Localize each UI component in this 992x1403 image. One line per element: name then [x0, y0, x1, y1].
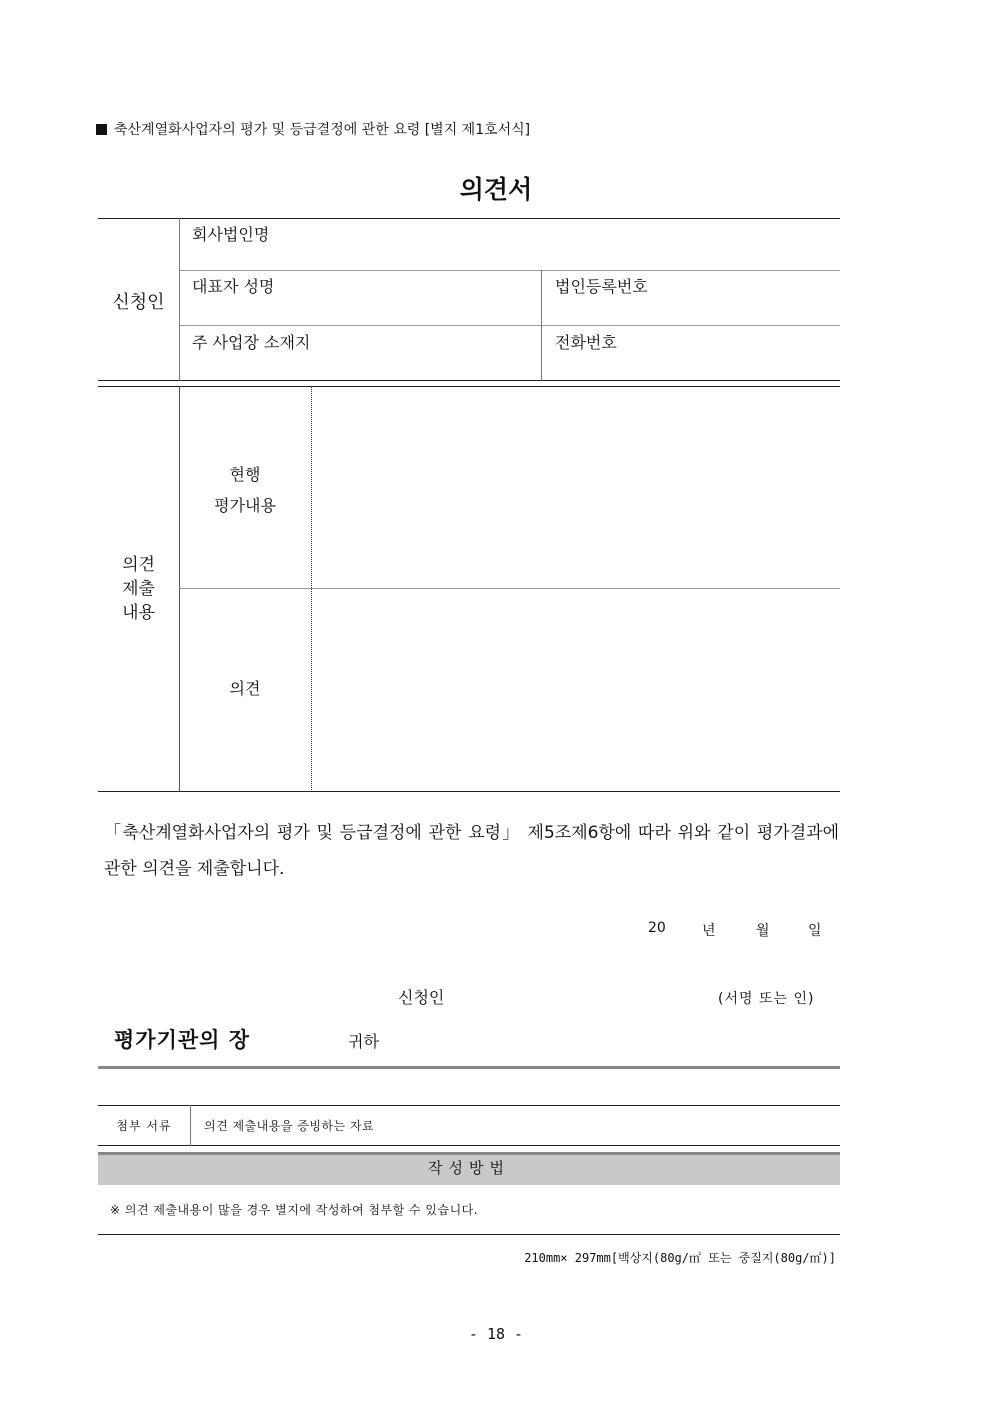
page-title: 의견서: [459, 175, 533, 204]
method-note: ※ 의견 제출내용이 많을 경우 별지에 작성하여 첨부할 수 있습니다.: [110, 1203, 479, 1217]
corp-reg-number-field[interactable]: [660, 274, 835, 321]
method-bottom-border: [98, 1234, 840, 1235]
corp-reg-number-label: 법인등록번호: [555, 277, 648, 296]
date-year-label: 년: [702, 923, 716, 939]
paper-spec: 210mm× 297mm[백상지(80g/㎡ 또는 중질지(80g/㎡)]: [524, 1251, 836, 1265]
opinion-section-label-line: 의견: [122, 555, 155, 575]
row-divider: [179, 325, 840, 326]
current-evaluation-label-line: 현행: [229, 465, 261, 484]
column-divider: [541, 270, 542, 381]
attachments-label: 첨부 서류: [116, 1119, 172, 1133]
signature-applicant-label: 신청인: [398, 988, 445, 1007]
table-top-border: [98, 218, 840, 219]
form-header: [96, 119, 530, 139]
attachments-bottom-border: [98, 1145, 840, 1146]
phone-number-field[interactable]: [630, 330, 835, 376]
row-divider: [179, 270, 840, 271]
double-border-line: [98, 386, 840, 387]
business-address-field[interactable]: [330, 330, 535, 376]
representative-name-field[interactable]: [290, 274, 535, 321]
date-day-label: 일: [808, 923, 822, 939]
page-number: - 18 -: [468, 1325, 524, 1343]
recipient-title: 평가기관의 장: [114, 1028, 251, 1052]
date-year-prefix: 20: [648, 920, 666, 936]
column-divider: [179, 386, 180, 792]
recipient-suffix: 귀하: [348, 1032, 379, 1051]
opinion-section-label: [98, 553, 179, 625]
opinion-label: 의견: [229, 679, 261, 698]
opinion-section-label-line: 제출: [122, 579, 155, 599]
current-evaluation-label-line: 평가내용: [214, 496, 276, 515]
representative-name-label: 대표자 성명: [192, 277, 275, 296]
attachments-top-border: [98, 1105, 840, 1106]
applicant-section-label: 신청인: [112, 292, 165, 313]
dotted-column-divider: [311, 386, 312, 792]
opinion-field[interactable]: [316, 594, 836, 786]
phone-number-label: 전화번호: [555, 333, 617, 352]
submission-statement: 「축산계열화사업자의 평가 및 등급결정에 관한 요령」 제5조제6항에 따라 위와 같이 평가결과에 관한 의견을 제출합니다.: [104, 823, 839, 879]
current-evaluation-field[interactable]: [316, 392, 836, 584]
company-name-field[interactable]: [290, 222, 835, 266]
form-header-text: 축산계열화사업자의 평가 및 등급결정에 관한 요령 [별지 제1호서식]: [114, 122, 531, 138]
current-evaluation-label: [179, 459, 311, 521]
row-divider: [179, 588, 840, 589]
date-month-label: 월: [756, 923, 770, 939]
signature-note: (서명 또는 인): [718, 991, 815, 1007]
company-name-label: 회사법인명: [192, 225, 270, 244]
column-divider: [190, 1105, 191, 1146]
table-bottom-border: [98, 791, 840, 792]
method-title: 작성방법: [428, 1159, 510, 1177]
attachments-value: 의견 제출내용을 증빙하는 자료: [204, 1119, 375, 1133]
double-border-line: [98, 380, 840, 381]
business-address-label: 주 사업장 소재지: [192, 333, 311, 352]
recipient-divider: [98, 1066, 840, 1069]
square-bullet-icon: [96, 124, 107, 135]
column-divider: [179, 218, 180, 381]
opinion-section-label-line: 내용: [122, 603, 155, 623]
